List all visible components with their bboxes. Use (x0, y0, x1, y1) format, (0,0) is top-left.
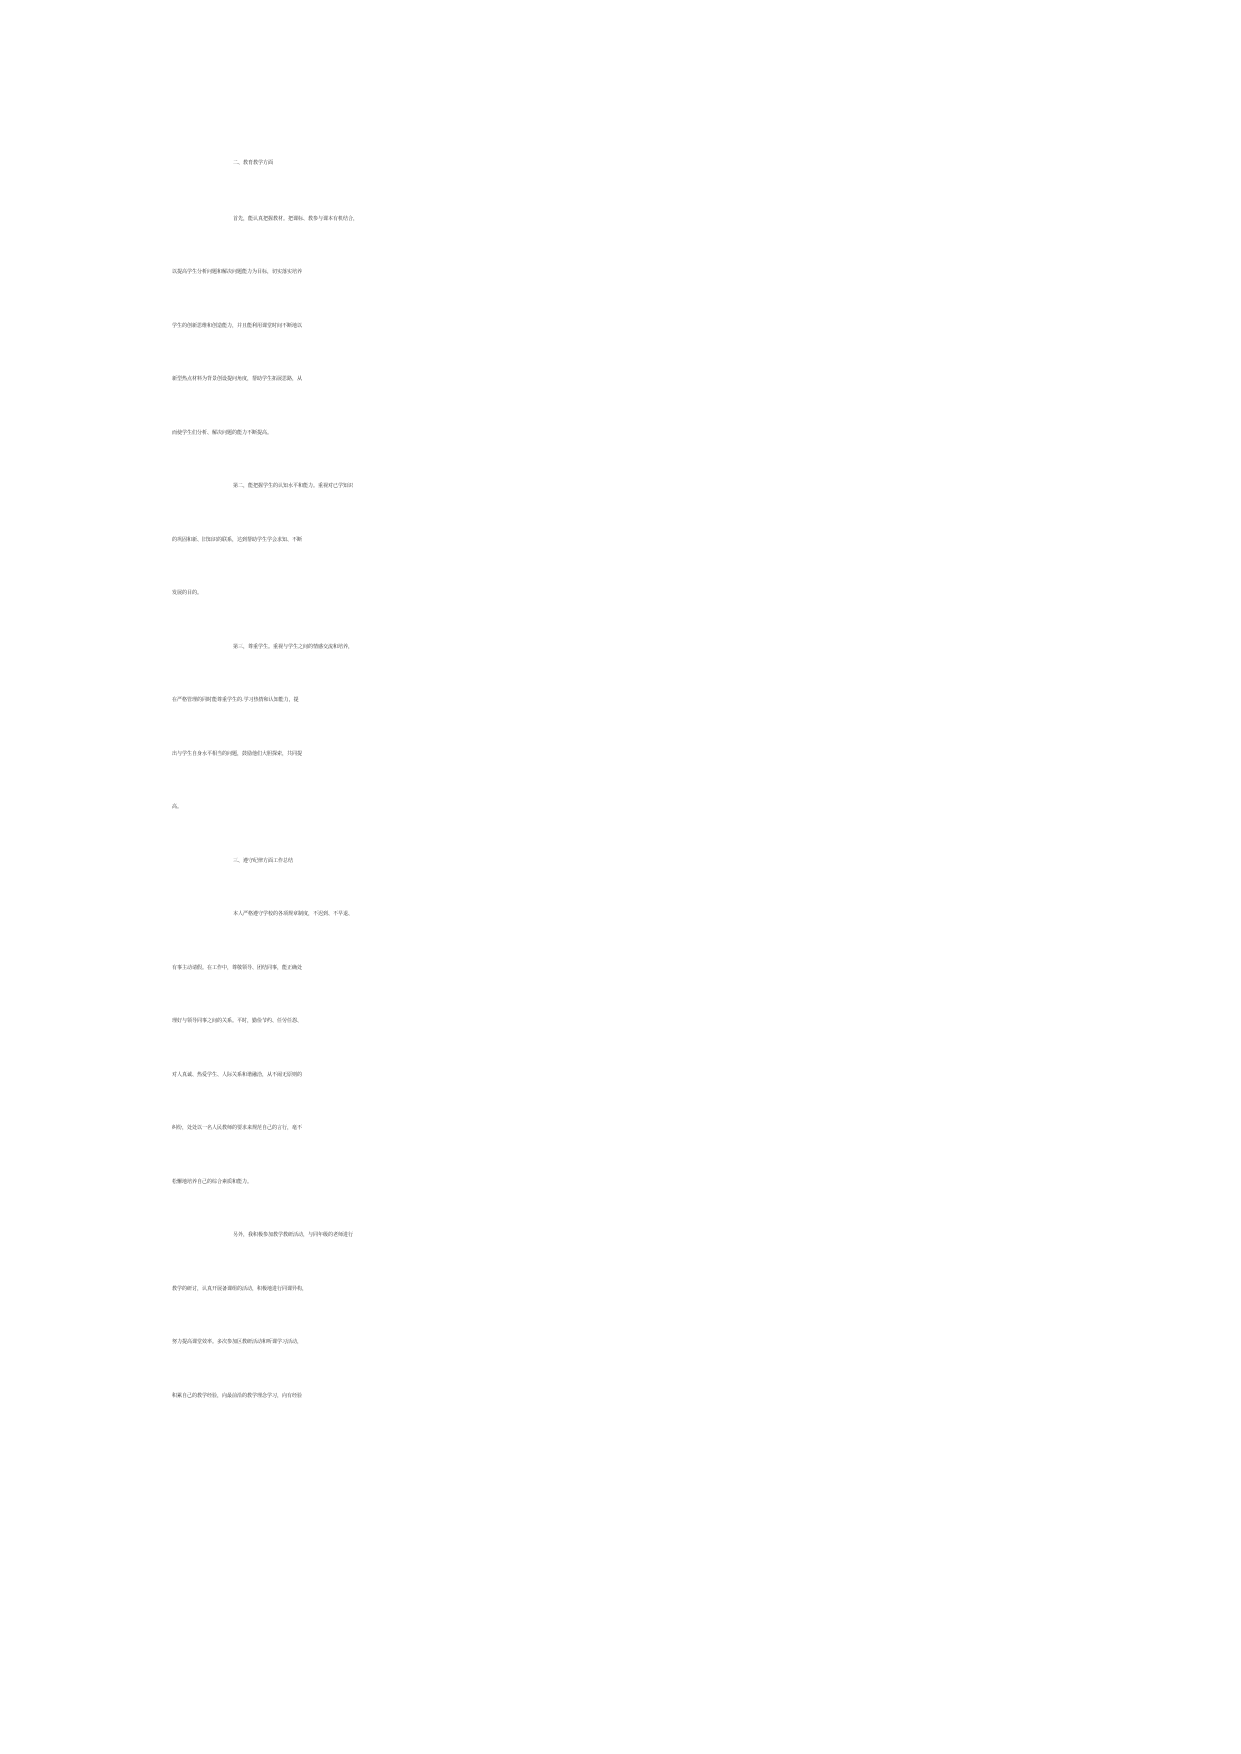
paragraph-line: 高。 (172, 804, 183, 810)
paragraph-line: 理好与领导同事之间的关系。平时，勤俭节约、任劳任怨、 (172, 1018, 303, 1024)
paragraph-line: 首先，能认真把握教材。把课标、教参与课本有机结合， (233, 216, 359, 222)
paragraph-line: 另外，我积极参加教学教研活动，与同年级的老师进行 (233, 1232, 354, 1238)
paragraph-line: 有事主动请假。在工作中，尊敬领导、团结同事，能正确处 (172, 965, 303, 971)
paragraph-line: 而使学生们分析、解决问题的能力不断提高。 (172, 430, 273, 436)
paragraph-line: 学生的创新思维和创造能力，并且能利用课堂时间不断地以 (172, 323, 303, 329)
paragraph-line: 纠纷，处处以一名人民教师的要求来规范自己的言行，毫不 (172, 1125, 303, 1131)
paragraph-line: 的巩固和新、旧知识的联系，达到帮助学生学会求知、不断 (172, 537, 303, 543)
paragraph-line: 出与学生自身水平相当的问题，鼓励他们大胆探索，共同提 (172, 751, 303, 757)
paragraph-line: 第二，能把握学生的认知水平和能力。重视对已学知识 (233, 483, 354, 489)
paragraph-line: 教学的研讨，认真开展备课组的活动，积极地进行同课异构， (172, 1286, 308, 1292)
paragraph-line: 努力提高课堂效率。多次参加区教研活动和听课学习活动， (172, 1339, 303, 1345)
paragraph-line: 松懈地培养自己的综合素质和能力。 (172, 1179, 253, 1185)
paragraph-line: 第三，尊重学生。重视与学生之间的情感交流和培养， (233, 644, 354, 650)
section-heading: 三、遵守纪律方面工作总结 (233, 858, 294, 864)
paragraph-line: 在严格管理的同时能尊重学生的.学习热情和认知能力，提 (172, 697, 299, 703)
paragraph-line: 以提高学生分析问题和解决问题能力为目标，切实落实培养 (172, 269, 303, 275)
paragraph-line: 发展的目的。 (172, 590, 203, 596)
paragraph-line: 对人真诚、热爱学生、人际关系和谐融洽，从不闹无原则的 (172, 1072, 303, 1078)
paragraph-line: 新型热点材料为背景创设提问角度，帮助学生拓展思路，从 (172, 376, 303, 382)
paragraph-line: 本人严格遵守学校的各项规章制度，不迟到、不早退、 (233, 911, 354, 917)
paragraph-line: 积累自己的教学经验，向最前沿的教学理念学习，向有经验 (172, 1393, 303, 1399)
section-heading: 二、教育教学方面 (233, 160, 274, 166)
